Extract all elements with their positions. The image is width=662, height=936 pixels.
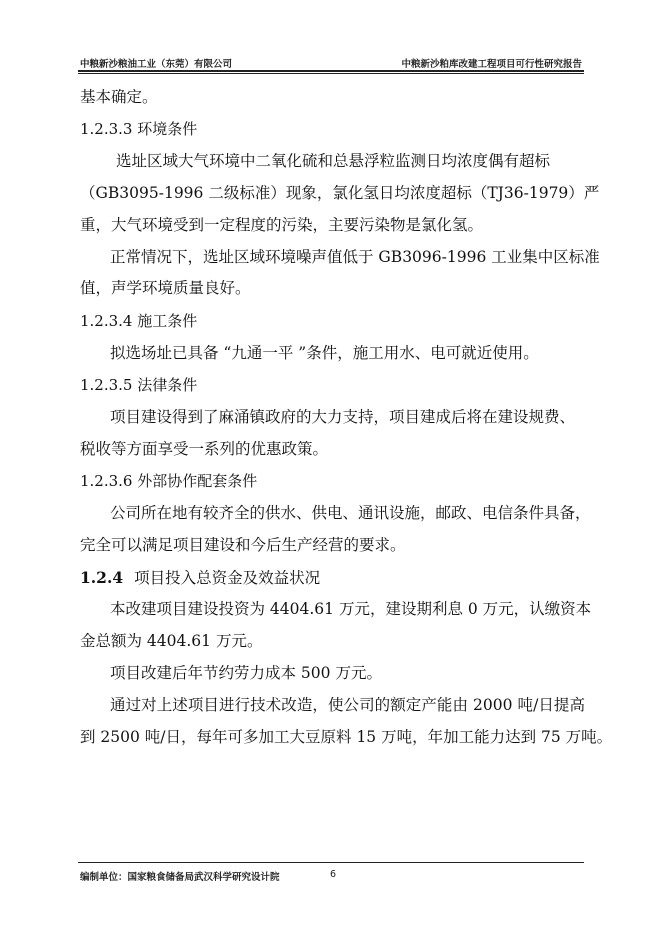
paragraph-line: 本改建项目建设投资为 4404.61 万元，建设期利息 0 万元，认缴资本 — [110, 600, 592, 618]
paragraph-line: 金总额为 4404.61 万元。 — [80, 632, 263, 650]
paragraph-line: 通过对上述项目进行技术改造，使公司的额定产能由 2000 吨/日提高 — [110, 696, 585, 714]
header-report-title: 中粮新沙粕库改建工程项目可行性研究报告 — [401, 59, 582, 70]
section-heading: 1.2.3.3 环境条件 — [80, 120, 198, 138]
paragraph-line: （GB3095-1996 二级标准）现象，氯化氢日均浓度超标（TJ36-1979）严 — [80, 184, 600, 202]
header-rule-thin — [78, 73, 584, 74]
paragraph-line: 正常情况下，选址区域环境噪声值低于 GB3096-1996 工业集中区标准 — [110, 248, 600, 266]
section-heading: 1.2.3.4 施工条件 — [80, 312, 198, 330]
paragraph-line: 项目建设得到了麻涌镇政府的大力支持，项目建成后将在建设规费、 — [110, 408, 576, 426]
subsection-title: 项目投入总资金及效益状况 — [134, 569, 321, 587]
header-company-name: 中粮新沙粮油工业（东莞）有限公司 — [80, 59, 233, 70]
paragraph-line: 公司所在地有较齐全的供水、供电、通讯设施，邮政、电信条件具备， — [110, 504, 591, 522]
paragraph-line: 完全可以满足项目建设和今后生产经营的要求。 — [80, 536, 406, 554]
paragraph-line: 基本确定。 — [80, 88, 158, 106]
paragraph-line: 拟选场址已具备 “九通一平 ”条件，施工用水、电可就近使用。 — [110, 344, 539, 362]
paragraph-line: 值，声学环境质量良好。 — [80, 279, 251, 297]
footer-compiling-unit: 编制单位：国家粮食储备局武汉科学研究设计院 — [80, 872, 280, 883]
paragraph-line: 选址区域大气环境中二氧化硫和总悬浮粒监测日均浓度偶有超标 — [116, 152, 551, 170]
section-heading: 1.2.3.6 外部协作配套条件 — [80, 472, 258, 490]
paragraph-line: 到 2500 吨/日，每年可多加工大豆原料 15 万吨，年加工能力达到 75 万吨。 — [80, 728, 613, 746]
subsection-number: 1.2.4 — [80, 568, 124, 587]
footer-rule — [78, 862, 584, 863]
page-number: 6 — [330, 869, 337, 880]
section-heading: 1.2.3.5 法律条件 — [80, 376, 198, 394]
paragraph-line: 税收等方面享受一系列的优惠政策。 — [80, 440, 329, 458]
paragraph-line: 项目改建后年节约劳力成本 500 万元。 — [110, 664, 382, 682]
header-rule — [78, 70, 584, 72]
paragraph-line: 重，大气环境受到一定程度的污染，主要污染物是氯化氢。 — [80, 216, 484, 234]
subsection-heading — [80, 568, 320, 588]
